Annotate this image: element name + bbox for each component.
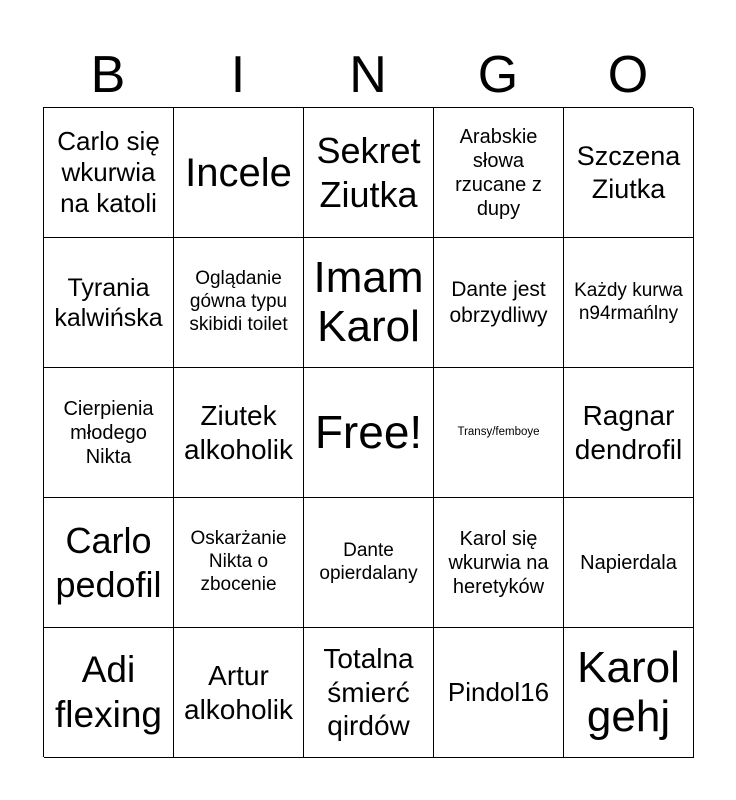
bingo-cell[interactable]: Karol gehj (564, 628, 694, 758)
bingo-cell[interactable]: Dante jest obrzydliwy (434, 238, 564, 368)
bingo-header (43, 44, 693, 106)
bingo-cell[interactable]: Napierdala (564, 498, 694, 628)
bingo-cell[interactable]: Incele (174, 108, 304, 238)
bingo-cell[interactable]: Adi flexing (44, 628, 174, 758)
bingo-cell[interactable]: Transy/femboye (434, 368, 564, 498)
bingo-cell[interactable]: Carlo się wkurwia na katoli (44, 108, 174, 238)
bingo-cell-free[interactable]: Free! (304, 368, 434, 498)
bingo-cell[interactable]: Karol się wkurwia na heretyków (434, 498, 564, 628)
bingo-cell[interactable]: Ragnar dendrofil (564, 368, 694, 498)
bingo-cell[interactable]: Cierpienia młodego Nikta (44, 368, 174, 498)
header-letter-g: G (477, 46, 519, 104)
bingo-cell[interactable]: Szczena Ziutka (564, 108, 694, 238)
bingo-cell[interactable]: Pindol16 (434, 628, 564, 758)
bingo-cell[interactable]: Ziutek alkoholik (174, 368, 304, 498)
bingo-cell[interactable]: Imam Karol (304, 238, 434, 368)
bingo-cell[interactable]: Carlo pedofil (44, 498, 174, 628)
header-letter-b: B (90, 46, 126, 104)
bingo-cell[interactable]: Sekret Ziutka (304, 108, 434, 238)
bingo-cell[interactable]: Artur alkoholik (174, 628, 304, 758)
header-letter-n: N (349, 46, 387, 104)
header-letter-i: I (230, 46, 246, 104)
bingo-board (43, 107, 693, 757)
bingo-cell[interactable]: Tyrania kalwińska (44, 238, 174, 368)
bingo-cell[interactable]: Oskarżanie Nikta o zbocenie (174, 498, 304, 628)
bingo-cell[interactable]: Każdy kurwa n94rmańlny (564, 238, 694, 368)
bingo-cell[interactable]: Oglądanie gówna typu skibidi toilet (174, 238, 304, 368)
header-letter-o: O (607, 46, 649, 104)
bingo-cell[interactable]: Dante opierdalany (304, 498, 434, 628)
bingo-cell[interactable]: Arabskie słowa rzucane z dupy (434, 108, 564, 238)
bingo-cell[interactable]: Totalna śmierć qirdów (304, 628, 434, 758)
